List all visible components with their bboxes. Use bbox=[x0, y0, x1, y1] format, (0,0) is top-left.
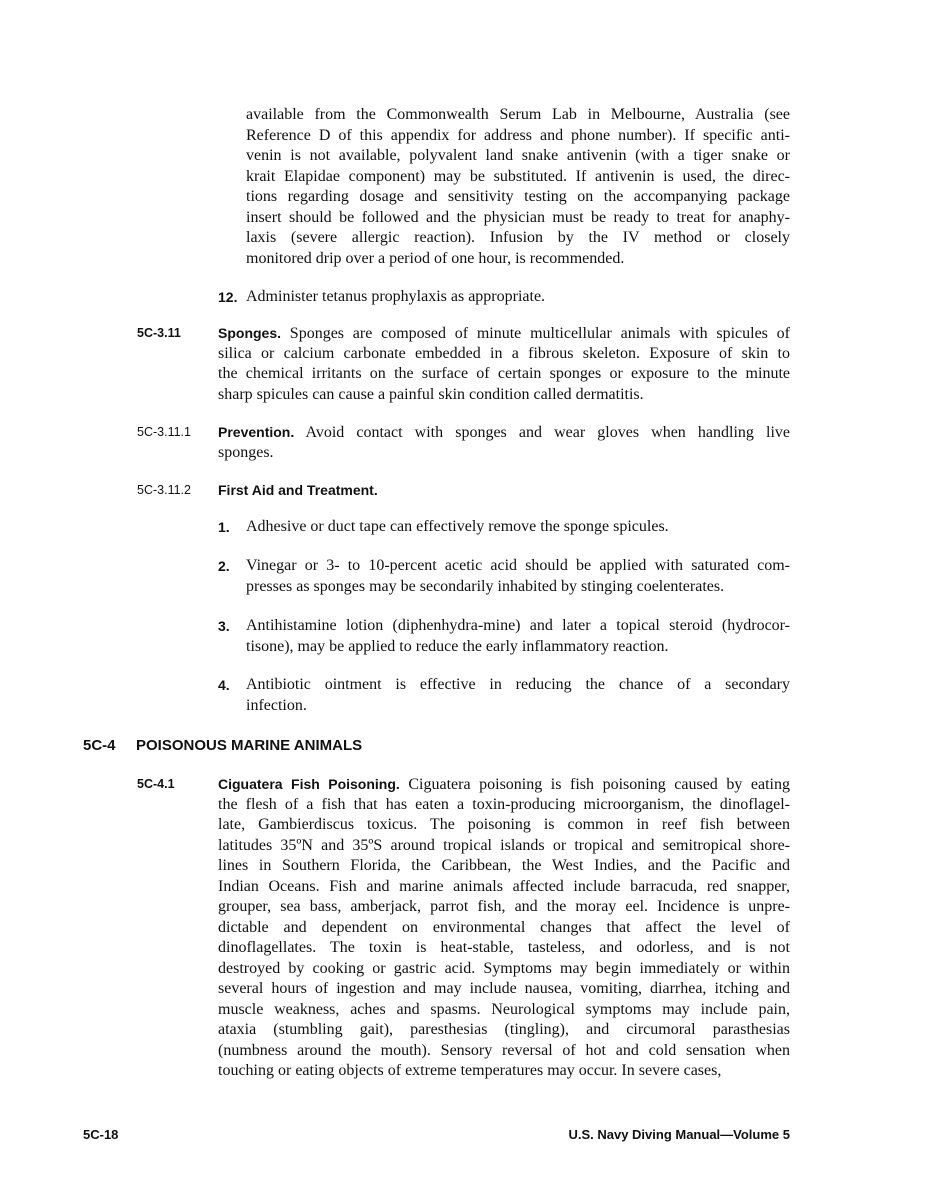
paragraph-lead: Sponges. bbox=[218, 325, 282, 341]
text-line: lines in Southern Florida, the Caribbean, the West Indies, and the Pacific and bbox=[218, 857, 790, 874]
paragraph-lead: Prevention. bbox=[218, 424, 295, 440]
text-line: insert should be followed and the physician must be ready to treat for anaphy- bbox=[246, 208, 790, 226]
text-line: several hours of ingestion and may include nausea, vomiting, diarrhea, itching and bbox=[218, 980, 790, 997]
text-line: Indian Oceans. Fish and marine animals affected include barracuda, red snapper, bbox=[218, 877, 790, 895]
text-line: (numbness around the mouth). Sensory reversal of hot and cold sensation when bbox=[218, 1041, 790, 1059]
text-line: muscle weakness, aches and spasms. Neurological symptoms may include pain, bbox=[218, 1000, 790, 1018]
text-line: dictable and dependent on environmental changes that affect the level of bbox=[218, 918, 790, 936]
paragraph bbox=[218, 774, 790, 1082]
text-line: Vinegar or 3- to 10-percent acetic acid should be applied with saturated com- bbox=[246, 557, 790, 574]
paragraph-lead: First Aid and Treatment. bbox=[218, 482, 378, 498]
section-number: 5C-4 bbox=[83, 737, 116, 754]
section-label: 5C-3.11.1 bbox=[137, 425, 191, 439]
paragraph bbox=[246, 616, 790, 657]
text-line: Antibiotic ointment is effective in reducing the chance of a secondary bbox=[246, 676, 790, 693]
section-heading: POISONOUS MARINE ANIMALS bbox=[136, 737, 363, 754]
paragraph bbox=[218, 323, 790, 405]
text-line: latitudes 35ºN and 35ºS around tropical islands or tropical and semitropical shore- bbox=[218, 836, 790, 854]
text-line: krait Elapidae component) may be substituted. If antivenin is used, the direc- bbox=[246, 167, 790, 185]
text-line: Prevention. Avoid contact with sponges and wear gloves when handling live bbox=[218, 424, 790, 441]
text-line bbox=[218, 480, 790, 501]
text-line: touching or eating objects of extreme temperatures may occur. In severe cases, bbox=[218, 1062, 722, 1079]
paragraph bbox=[218, 422, 790, 463]
section-label: 3. bbox=[218, 618, 230, 634]
text-line: Sponges. Sponges are composed of minute multicellular animals with spicules of bbox=[218, 325, 790, 342]
text-line: the flesh of a fish that has eaten a toxin-producing microorganism, the dinoflagel- bbox=[218, 795, 790, 813]
text-line: sharp spicules can cause a painful skin condition called dermatitis. bbox=[218, 385, 644, 403]
text-line: silica or calcium carbonate embedded in a fibrous skeleton. Exposure of skin to bbox=[218, 344, 790, 362]
section-label: 2. bbox=[218, 558, 230, 574]
paragraph bbox=[246, 287, 790, 308]
text-line: Ciguatera Fish Poisoning. Ciguatera poisoning is fish poisoning caused by eating bbox=[218, 776, 791, 793]
text-line: dinoflagellates. The toxin is heat-stable, tasteless, and odorless, and is not bbox=[218, 939, 790, 956]
text-line: sponges. bbox=[218, 443, 274, 461]
footer-title: U.S. Navy Diving Manual—Volume 5 bbox=[568, 1127, 790, 1142]
text-line: infection. bbox=[246, 696, 307, 714]
text-line: the chemical irritants on the surface of certain sponges or exposure to the minute bbox=[218, 365, 790, 382]
text-line: Reference D of this appendix for address and phone number). If specific anti- bbox=[246, 126, 790, 144]
paragraph bbox=[246, 105, 790, 269]
text-line: monitored drip over a period of one hour, is recommended. bbox=[246, 249, 625, 267]
page-number: 5C-18 bbox=[83, 1127, 119, 1142]
text-line: Adhesive or duct tape can effectively remove the sponge spicules. bbox=[246, 518, 669, 535]
text-line: ataxia (stumbling gait), paresthesias (tingling), and circumoral parasthesias bbox=[218, 1021, 790, 1038]
text-line: laxis (severe allergic reaction). Infusion by the IV method or closely bbox=[246, 229, 790, 246]
text-line: Antihistamine lotion (diphenhydra-mine) and later a topical steroid (hydrocor- bbox=[246, 617, 790, 634]
section-label: 4. bbox=[218, 677, 230, 693]
text-line: destroyed by cooking or gastric acid. Symptoms may begin immediately or within bbox=[218, 959, 790, 977]
text-line: available from the Commonwealth Serum Lab in Melbourne, Australia (see bbox=[246, 106, 790, 123]
section-label: 5C-4.1 bbox=[137, 777, 175, 791]
paragraph bbox=[218, 480, 790, 501]
text-line: late, Gambierdiscus toxicus. The poisoning is common in reef fish between bbox=[218, 816, 790, 833]
section-label: 5C-3.11 bbox=[137, 326, 181, 340]
text-line: grouper, sea bass, amberjack, parrot fish, and the moray eel. Incidence is unpre- bbox=[218, 898, 790, 915]
section-label: 5C-3.11.2 bbox=[137, 483, 191, 497]
text-line: presses as sponges may be secondarily inhabited by stinging coelenterates. bbox=[246, 577, 725, 595]
text-line: tisone), may be applied to reduce the early inflammatory reaction. bbox=[246, 637, 669, 655]
text-line: tions regarding dosage and sensitivity testing on the accompanying package bbox=[246, 188, 790, 205]
section-label: 12. bbox=[218, 289, 238, 305]
paragraph bbox=[246, 675, 790, 716]
text-line: venin is not available, polyvalent land snake antivenin (with a tiger snake or bbox=[246, 147, 790, 164]
text-line: Administer tetanus prophylaxis as appropriate. bbox=[246, 288, 546, 305]
section-label: 1. bbox=[218, 519, 230, 535]
paragraph-lead: Ciguatera Fish Poisoning. bbox=[218, 776, 400, 792]
paragraph bbox=[246, 517, 790, 538]
paragraph bbox=[246, 556, 790, 597]
